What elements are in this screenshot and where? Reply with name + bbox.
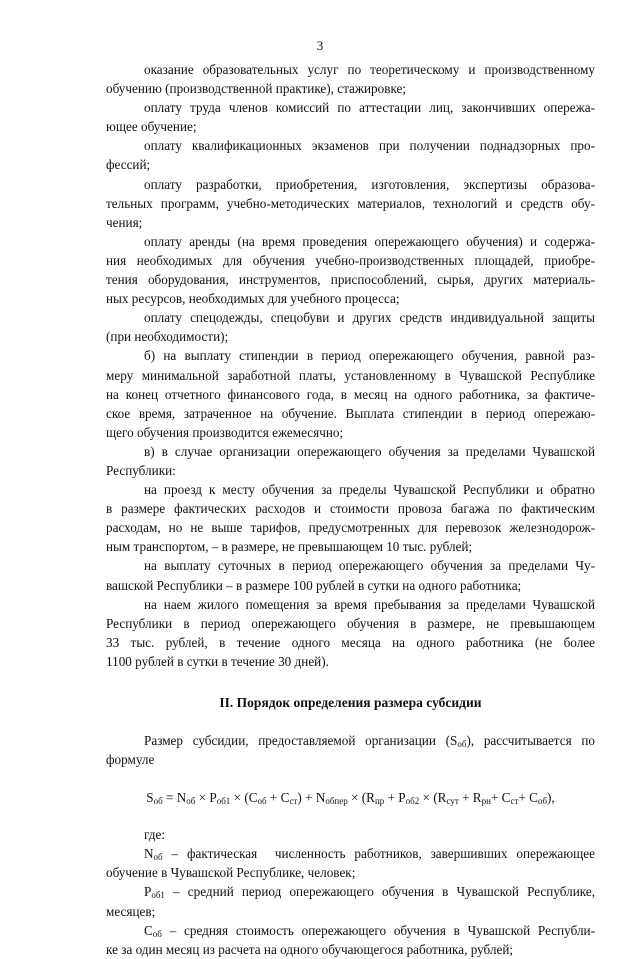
text-run: формуле — [106, 752, 155, 768]
text-run: × P — [195, 790, 217, 806]
text-run: + C — [518, 790, 538, 806]
text-line: на проезд к месту обучения за пределы Чувашской Республики и обратно — [144, 482, 595, 498]
text-line — [106, 863, 595, 882]
text-line: б) на выплату стипендии в период опережающего обучения, равной раз- — [144, 348, 595, 364]
subscript: об1 — [216, 796, 231, 807]
text-run: ке за один месяц из расчета на одного обучающегося работника, рублей; — [106, 941, 514, 957]
where-label: где: — [144, 827, 165, 843]
text-run: C — [144, 922, 153, 938]
text-line: тельных программ, учебно-методических материалов, технологий и средств обу- — [106, 195, 595, 211]
text-line: 33 тыс. рублей, в течение одного месяца на одного работника (не более — [106, 634, 595, 650]
text-line — [106, 940, 595, 959]
text-line: оплату труда членов комиссий по аттестации лиц, закончивших опережа- — [144, 100, 595, 116]
text-line — [106, 731, 595, 750]
text-line: в размере фактических расходов и стоимости провоза багажа по фактическим — [106, 501, 595, 517]
text-line: ющее обучение; — [106, 119, 197, 135]
subscript: ст — [510, 796, 519, 807]
text-line: чения; — [106, 214, 143, 230]
text-run: ), — [547, 790, 555, 806]
text-line: оплату аренды (на время проведения опережающего обучения) и содержа- — [144, 233, 595, 249]
text-line — [106, 882, 595, 901]
text-run: ) + N — [297, 790, 326, 806]
subscript: об — [153, 796, 163, 807]
text-run: – средняя стоимость опережающего обучения в Чувашской Республи- — [161, 922, 595, 938]
formula-definitions — [106, 844, 595, 959]
formula-intro-paragraph — [106, 731, 595, 769]
subscript: об — [457, 739, 467, 749]
text-run: + C — [490, 790, 511, 806]
text-run: × (R — [419, 790, 447, 806]
text-run: ), рассчитывается по — [466, 733, 595, 748]
subscript: сут — [446, 796, 459, 807]
subscript: об1 — [151, 890, 165, 901]
document-body — [106, 60, 595, 959]
text-run: P — [144, 884, 152, 900]
text-line: меру минимальной заработной платы, установленному в Чувашской Республике — [106, 367, 595, 383]
text-line: вашской Республики – в размере 100 рублей в сутки на одного работника; — [106, 577, 522, 593]
subscript: ст — [289, 796, 298, 807]
text-line: в) в случае организации опережающего обучения за пределами Чувашской — [144, 443, 595, 459]
subscript: пр — [374, 796, 385, 807]
subscript: об — [153, 852, 163, 863]
text-run: Размер субсидии, предоставляемой организации (S — [144, 733, 458, 748]
text-line: ных ресурсов, необходимых для учебного процесса; — [106, 291, 400, 307]
text-line: на наем жилого помещения за время пребывания за пределами Чувашской — [144, 596, 595, 612]
text-run: – фактическая численность работников, завершивших опережающее — [162, 846, 595, 862]
text-line: на конец отчетного финансового года, в месяц на одного работника, за фактиче- — [106, 386, 595, 402]
subsidy-purposes-list — [106, 60, 595, 671]
text-run: – средний период опережающего обучения в Чувашской Республике, — [164, 884, 595, 900]
text-line: оплату спецодежды, спецобуви и других средств индивидуальной защиты — [144, 310, 595, 326]
text-line: расходам, но не выше тарифов, предусмотренных для перевозок железнодорож- — [106, 520, 595, 536]
text-run: + R — [458, 790, 482, 806]
text-line: на выплату суточных в период опережающего обучения за пределами Чу- — [144, 558, 595, 574]
text-line — [106, 902, 595, 921]
text-run: × (R — [347, 790, 375, 806]
section-heading: II. Порядок определения размера субсидии — [219, 695, 482, 710]
subscript: об — [257, 796, 267, 807]
text-line: Республики в период опережающего обучения в размере, не превышающем — [106, 615, 595, 631]
text-line — [106, 844, 595, 863]
text-line: (при необходимости); — [106, 329, 229, 345]
text-run: = N — [162, 790, 187, 806]
text-line: ское время, затраченное на обучение. Выплата стипендии в период опережаю- — [106, 405, 595, 421]
text-run: + C — [266, 790, 290, 806]
text-line: тения оборудования, инструментов, приспособлений, сырья, других материаль- — [106, 272, 595, 288]
text-line: 1100 рублей в сутки в течение 30 дней). — [106, 653, 329, 669]
text-line: обучению (производственной практике), стажировке; — [106, 81, 407, 97]
text-line: ния необходимых для обучения учебно-производственных площадей, приобре- — [106, 252, 595, 268]
text-line — [106, 921, 595, 940]
text-run: S — [146, 790, 154, 806]
text-line: оплату разработки, приобретения, изготовления, экспертизы образова- — [144, 176, 595, 192]
subscript: об — [152, 928, 162, 939]
subscript: об2 — [405, 796, 420, 807]
text-line: оказание образовательных услуг по теоретическому и производственному — [144, 62, 595, 77]
subscript: обпер — [325, 796, 348, 807]
page-number: 3 — [316, 38, 324, 53]
text-run: + P — [384, 790, 406, 806]
text-run: N — [144, 846, 154, 862]
text-line: щего обучения производится ежемесячно; — [106, 424, 344, 440]
text-line: ным транспортом, – в размере, не превышающем 10 тыс. рублей; — [106, 539, 473, 555]
text-run: × (C — [230, 790, 258, 806]
text-run: обучение в Чувашской Республике, человек; — [106, 865, 356, 881]
text-line — [106, 750, 595, 769]
subscript: рн — [481, 796, 491, 807]
text-run: месяцев; — [106, 903, 156, 919]
subscript: об — [537, 796, 548, 807]
subsidy-formula — [106, 788, 595, 808]
text-line: Республики: — [106, 462, 176, 478]
subscript: об — [186, 796, 196, 807]
text-line: фессий; — [106, 157, 151, 173]
text-line: оплату квалификационных экзаменов при получении поднадзорных про- — [144, 138, 595, 154]
